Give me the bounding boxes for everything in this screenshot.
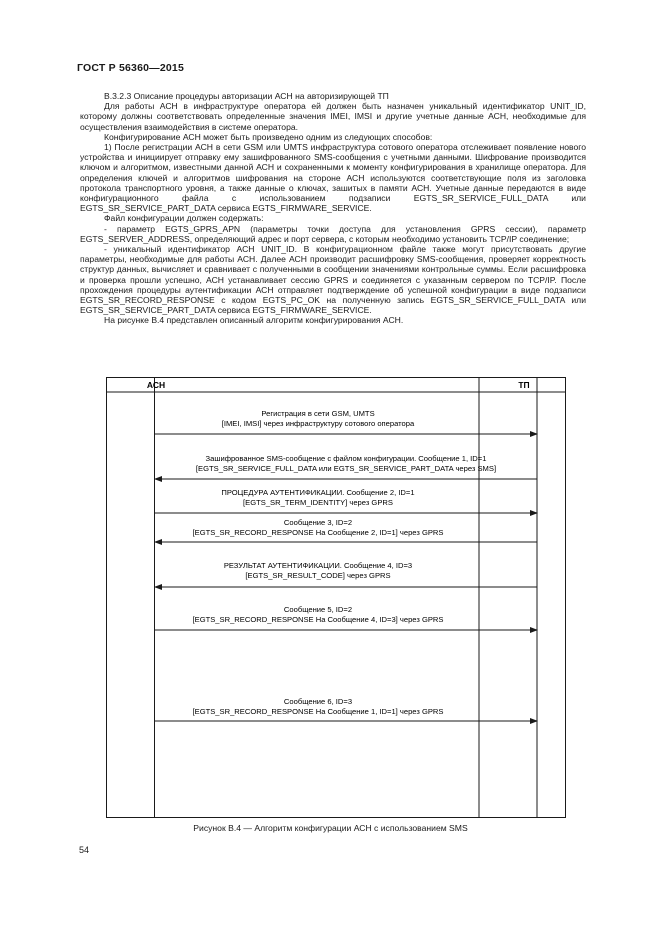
message-6-line2: [EGTS_SR_RECORD_RESPONSE На Сообщение 4, ID=3] через GPRS	[192, 615, 444, 624]
message-4-line1: Сообщение 3, ID=2	[283, 518, 353, 527]
message-4-line2: [EGTS_SR_RECORD_RESPONSE На Сообщение 2, ID=1] через GPRS	[192, 528, 444, 537]
body-text	[80, 91, 586, 326]
left-lifeline	[107, 378, 155, 818]
message-6-line1: Сообщение 5, ID=2	[283, 605, 353, 614]
figure-caption: Рисунок В.4 — Алгоритм конфигурации АСН с использованием SMS	[193, 823, 468, 833]
message-3	[155, 488, 537, 513]
message-2-line1: Зашифрованное SMS-сообщение с файлом конфигурации. Сообщение 1, ID=1	[205, 454, 487, 463]
paragraph-method-1: 1) После регистрации АСН в сети GSM или UMTS инфраструктура сотового оператора отслеживает появление нового устройства и инициирует отправку ему зашифрованного SMS-сообщения с учетными данными. Шифрование производится ключом и алгоритмом, известными данной АСН и сохраненными к моменту конфигурирования в хранилище оператора. Для определения ключей и алгоритмов шифрования на стороне АСН используются соответствующие поля из заголовка протокола транспортного уровня, а также данные о ключах, зашитых в памяти АСН. Учетные данные передаются в виде конфигурационного файла с использованием подзаписи EGTS_SR_SERVICE_FULL_DATA или EGTS_SR_SERVICE_PART_DATA сервиса EGTS_FIRMWARE_SERVICE.	[80, 142, 586, 214]
paragraph-config-file: Файл конфигурации должен содержать:	[104, 213, 264, 224]
message-3-line2: [EGTS_SR_TERM_IDENTITY] через GPRS	[243, 498, 393, 507]
standard-header: ГОСТ Р 56360—2015	[77, 62, 185, 74]
diagram-frame	[107, 378, 566, 818]
paragraph-config-methods: Конфигурирование АСН может быть произведено одним из следующих способов:	[104, 131, 433, 142]
right-lifeline	[479, 378, 537, 818]
message-2-line2: [EGTS_SR_SERVICE_FULL_DATA или EGTS_SR_SERVICE_PART_DATA через SMS]	[195, 464, 497, 473]
message-4	[155, 518, 537, 542]
message-2	[155, 454, 537, 479]
message-7-line1: Сообщение 6, ID=3	[283, 697, 353, 706]
sequence-diagram	[106, 377, 566, 818]
message-1	[155, 409, 537, 434]
message-1-line1: Регистрация в сети GSM, UMTS	[261, 409, 375, 418]
message-5-line2: [EGTS_SR_RESULT_CODE] через GPRS	[245, 571, 391, 580]
paragraph-section-heading: В.3.2.3 Описание процедуры авторизации АСН на авторизирующей ТП	[104, 91, 389, 101]
message-5	[155, 561, 537, 587]
paragraph-unit-id-param: - уникальный идентификатор АСН UNIT_ID. В конфигурационном файле также могут присутствовать другие параметры, необходимые для работы АСН. Далее АСН производит расшифровку SMS-сообщения, проверяет корректность структур данных, вычисляет и сравнивает с полученными в сообщении значениями контрольные суммы. Если расшифровка и проверка прошли успешно, АСН устанавливает сессию GPRS и соединяется с указанным сервером по TCP/IP. После прохождения процедуры аутентификации АСН отправляет подтверждение об успешной конфигурации в виде подзаписи EGTS_SR_RECORD_RESPONSE с кодом EGTS_PC_OK на полученную запись EGTS_SR_SERVICE_FULL_DATA или EGTS_SR_SERVICE_PART_DATA сервиса EGTS_FIRMWARE_SERVICE.	[80, 244, 586, 316]
paragraph-unit-id: Для работы АСН в инфраструктуре оператора ей должен быть назначен уникальный идентификатор UNIT_ID, которому должны соответствовать определенные значения IMEI, IMSI и другие учетные данные АСН, необходимые для осуществления взаимодействия в системе оператора.	[80, 101, 586, 132]
message-7-line2: [EGTS_SR_RECORD_RESPONSE На Сообщение 1, ID=1] через GPRS	[192, 707, 444, 716]
left-actor-label: АСН	[146, 380, 166, 390]
right-actor-label: ТП	[518, 380, 530, 390]
paragraph-figure-ref: На рисунке В.4 представлен описанный алгоритм конфигурирования АСН.	[104, 315, 404, 326]
message-1-line2: [IMEI, IMSI] через инфраструктуру сотового оператора	[221, 419, 415, 428]
message-7	[155, 697, 537, 721]
message-6	[155, 605, 537, 630]
page-number: 54	[79, 845, 90, 855]
message-5-line1: РЕЗУЛЬТАТ АУТЕНТИФИКАЦИИ. Сообщение 4, ID=3	[223, 561, 413, 570]
paragraph-gprs-apn: - параметр EGTS_GPRS_APN (параметры точки доступа для установления GPRS сессии), параметр EGTS_SERVER_ADDRESS, определяющий адрес и порт сервера, с которым необходимо установить TCP/IP соединение;	[80, 223, 586, 244]
message-3-line1: ПРОЦЕДУРА АУТЕНТИФИКАЦИИ. Сообщение 2, ID=1	[221, 488, 415, 497]
